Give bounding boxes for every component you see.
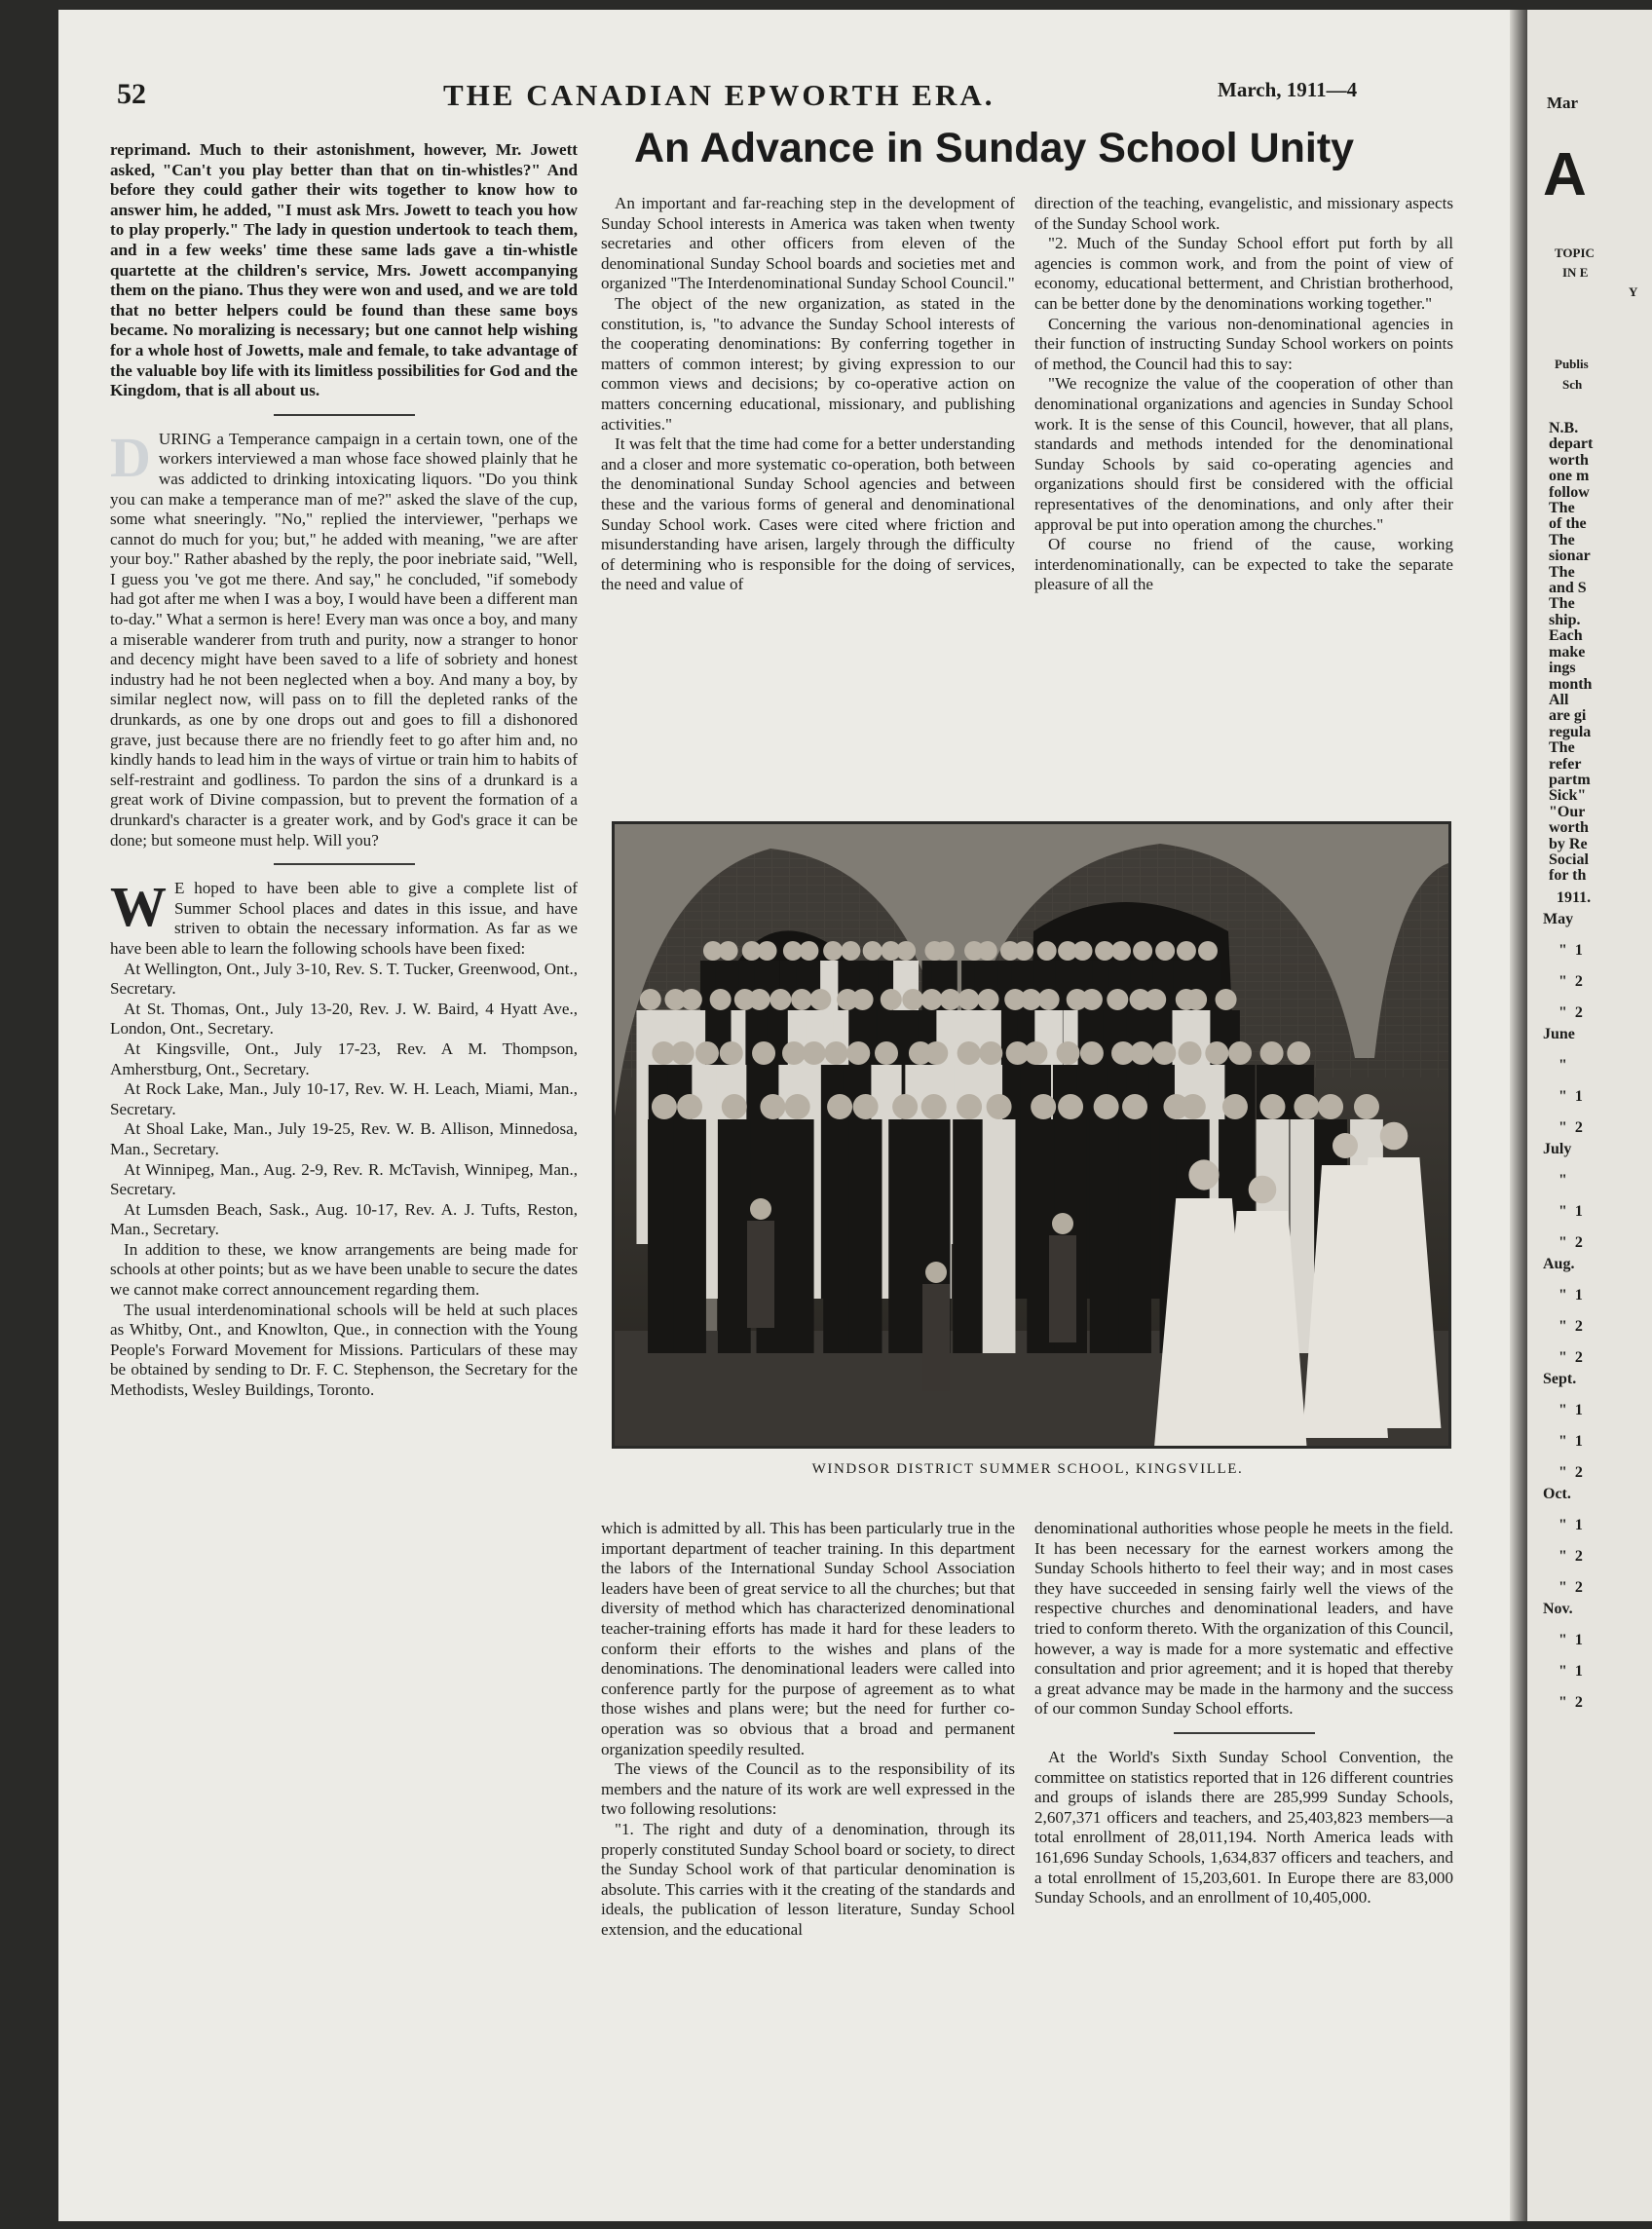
adjacent-date-mark: "	[1558, 1172, 1567, 1189]
adjacent-year: 1911.	[1557, 889, 1592, 906]
article-column-d	[1034, 1519, 1453, 1908]
figure-face	[896, 941, 916, 961]
adjacent-month-label: Aug.	[1543, 1256, 1575, 1272]
figure-face	[749, 989, 770, 1010]
adjacent-text: depart	[1549, 435, 1594, 453]
school-entry: At Kingsville, Ont., July 17-23, Rev. A M. Thompson, Amherstburg, Ont., Secretary.	[110, 1039, 578, 1078]
paragraph-text: hoped to have been able to give a complete list of Summer School places and dates in this issue, and have striven to obtain the necessary information. As far as we have been able to learn the following schools have been fixed:	[110, 879, 578, 958]
figure-face	[1249, 1176, 1277, 1204]
article-column-b	[1034, 194, 1453, 595]
figure-dark-suit	[953, 1119, 986, 1353]
adjacent-text: ings	[1549, 660, 1576, 677]
figure-face	[785, 1094, 810, 1119]
adjacent-text: The	[1549, 531, 1575, 548]
figure-face	[1181, 1094, 1206, 1119]
figure-face	[841, 941, 860, 961]
figure-dark-suit	[1118, 1119, 1151, 1353]
figure-face	[1333, 1133, 1358, 1158]
figure-face	[1318, 1094, 1343, 1119]
adjacent-date-mark: " 2	[1558, 1579, 1583, 1596]
paragraph: reprimand. Much to their astonishment, however, Mr. Jowett asked, "Can't you play better than that on tin-whistles?" And before they could gather their wits together to know how to answer him, he added, "I must ask Mrs. Jowett to teach you how to play properly." The lady in question undertook to teach them, and in a few weeks' time these same lads gave a tin-whistle quartette at the children's service, Mrs. Jowett accompanying them on the piano. Thus they were won and used, and we are told that no better helpers could be found than these same boys became. No moralizing is necessary; but one cannot help wishing for a whole host of Jowetts, male and female, to take advantage of the valuable boy life with its limitless possibilities for God and the Kingdom, that is all about us.	[110, 140, 578, 400]
adjacent-date-mark: " 1	[1558, 1517, 1583, 1533]
paragraph: It was felt that the time had come for a better understanding and a closer and more systematic co-operation, both between the denominational Sunday School agencies and between these and the various forms of general and denominational Sunday School work. Cases were cited where friction and misunderstanding have arisen, largely through the difficulty of determining who is responsible for the doing of services, the need and value of	[601, 434, 1015, 594]
adjacent-date-mark: " 2	[1558, 1349, 1583, 1366]
paragraph: The views of the Council as to the responsibility of its members and the nature of its work are well expressed in the two following resolutions:	[601, 1759, 1015, 1819]
paragraph: Of course no friend of the cause, working interdenominationally, can be expected to take the separate pleasure of all the	[1034, 535, 1453, 594]
paragraph: In addition to these, we know arrangements are being made for schools at other points; but as we have been unable to secure the dates we cannot make correct announcement regarding them.	[110, 1239, 578, 1300]
figure-face	[752, 1041, 775, 1065]
adjacent-text: The	[1549, 500, 1575, 517]
adjacent-month-label: June	[1543, 1026, 1575, 1042]
paragraph: "1. The right and duty of a denomination, through its properly constituted Sunday School board or society, to direct the Sunday School work of that particular denomination is absolute. This carries with it the creating of the standards and ideals, the publication of lesson literature, Sunday School extension, and the educational	[601, 1819, 1015, 1939]
adjacent-date-mark: " 2	[1558, 1318, 1583, 1335]
figure-face	[695, 1041, 719, 1065]
adjacent-date-mark: " 1	[1558, 1663, 1583, 1680]
figure-face	[677, 1094, 702, 1119]
figure-face	[760, 1094, 785, 1119]
figure-face	[852, 989, 874, 1010]
adjacent-date-mark: " 1	[1558, 1632, 1583, 1648]
figure-face	[1145, 989, 1166, 1010]
adjacent-text: Sch	[1562, 377, 1583, 392]
figure-face	[881, 989, 902, 1010]
figure-face	[803, 1041, 826, 1065]
figure-face	[1024, 1041, 1047, 1065]
group-photograph	[612, 821, 1451, 1449]
adjacent-text: N.B.	[1549, 420, 1579, 436]
figure-face	[1287, 1041, 1310, 1065]
figure-face	[978, 989, 999, 1010]
figure-face	[1080, 1041, 1104, 1065]
adjacent-text: sionar	[1549, 548, 1591, 565]
group-photo-image	[615, 824, 1448, 1446]
adjacent-text: and S	[1549, 580, 1587, 597]
figure-face	[921, 1094, 947, 1119]
adjacent-date-mark: " 1	[1558, 1088, 1583, 1105]
drop-cap: D	[110, 425, 151, 489]
figure-face	[1094, 1094, 1119, 1119]
adjacent-date-mark: " 1	[1558, 1287, 1583, 1303]
adjacent-text: regula	[1549, 723, 1592, 740]
figure-face	[1216, 989, 1237, 1010]
figure-face	[1057, 1041, 1080, 1065]
adjacent-date-mark: " 2	[1558, 1548, 1583, 1565]
paragraph-temperance	[110, 425, 578, 850]
left-column	[110, 140, 578, 1401]
figure-face	[924, 1041, 948, 1065]
adjacent-date-mark: " 2	[1558, 1694, 1583, 1711]
adjacent-text: The	[1549, 739, 1575, 757]
adjacent-text: of the	[1549, 515, 1587, 533]
figure-face	[640, 989, 661, 1010]
adjacent-text: follow	[1549, 483, 1590, 501]
figure-dark-suit	[673, 1119, 706, 1353]
figure-face	[1222, 1094, 1248, 1119]
paragraph: An important and far-reaching step in the development of Sunday School interests in America was taken when twenty secretaries and other officers from eleven of the denominational Sunday School boards and societies met and organized "The Interdenominational Sunday School Council."	[601, 194, 1015, 293]
figure-face	[1052, 1213, 1073, 1234]
article-headline: An Advance in Sunday School Unity	[634, 125, 1355, 171]
adjacent-header: Mar	[1547, 94, 1579, 112]
paragraph: "2. Much of the Sunday School effort put forth by all agencies is common work, and from the point of view of economy, educational betterment, and Christian brotherhood, can be better done by the denominations working together."	[1034, 234, 1453, 313]
section-divider	[274, 414, 415, 416]
paragraph-text: a Temperance campaign in a certain town, one of the workers interviewed a man whose face showed plainly that he was addicted to drinking intoxicating liquors. "Do you think you can make a temperance man of me?" asked the slave of the cup, some what sneeringly. "No," replied the interviewer, "perhaps we cannot do much for you; but," he added with meaning, "we are after your boy." Rather abashed by the reply, the poor inebriate said, "Well, I guess you 've got me there. And say," he concluded, "if somebody had got after me when I was a boy, I would have been a different man to-day." What a sermon is here! Every man was once a boy, and many a miserable wanderer from truth and purity, now a stranger to honor and decency might have been saved to a life of sobriety and honest industry had he not been neglected when a boy. And many a boy, by similar neglect now, will pass on to fill the depleted ranks of the drunkards, as one by one drops out and goes to fill a dishonored grave, just because there are no friendly feet to go after him and, no kindly hands to lead him in the ways of virtue or train him to habits of self-restraint and godliness. To pardon the sins of a drunkard is a great work of Divine compassion, but to prevent the formation of a drunkard's character is a greater work, and by God's grace it can be done; but someone must help. Will you?	[110, 429, 578, 850]
figure-face	[791, 989, 812, 1010]
figure-face	[979, 1041, 1002, 1065]
figure-dark-suit	[781, 1119, 814, 1353]
figure-face	[681, 989, 702, 1010]
figure-face	[957, 1041, 981, 1065]
figure-child	[922, 1284, 950, 1391]
adjacent-text: TOPIC	[1555, 246, 1595, 260]
figure-face	[758, 941, 777, 961]
figure-face	[1205, 1041, 1228, 1065]
adjacent-date-mark: " 2	[1558, 1234, 1583, 1251]
adjacent-calendar	[1543, 889, 1650, 1712]
figure-face	[1188, 1159, 1219, 1190]
figure-face	[987, 1094, 1012, 1119]
figure-face	[1198, 941, 1218, 961]
article-column-a	[601, 194, 1015, 595]
figure-dark-suit	[1090, 1119, 1123, 1353]
figure-face	[875, 1041, 898, 1065]
paragraph: The object of the new organization, as stated in the constitution, is, "to advance the Sunday School interests of the cooperating denominations: By conferring together in matters of common interest; by giving expression to our common views and decisions; by co-operative action on matters concerning educational, missionary, and publishing activities."	[601, 293, 1015, 434]
journal-title: THE CANADIAN EPWORTH ERA.	[443, 78, 995, 112]
figure-face	[824, 1041, 847, 1065]
figure-face	[720, 1041, 743, 1065]
figure-dark-suit	[849, 1119, 882, 1353]
figure-dark-suit	[718, 1119, 751, 1353]
figure-face	[799, 941, 818, 961]
adjacent-text: Social	[1549, 850, 1589, 868]
school-entry: At Shoal Lake, Man., July 19-25, Rev. W. B. Allison, Minnedosa, Man., Secretary.	[110, 1119, 578, 1158]
drop-cap: W	[110, 875, 167, 939]
figure-face	[925, 1262, 947, 1283]
adjacent-text: worth	[1549, 451, 1589, 469]
figure-face	[1111, 941, 1131, 961]
figure-face	[652, 1094, 677, 1119]
figure-face	[957, 989, 979, 1010]
paragraph: "We recognize the value of the cooperation of other than denominational organizations and agencies in Sunday School work. It is the sense of this Council, however, that all plans, standards and methods intended for the denominational Sunday Schools by said co-operating agencies and organizations should first be considered with the official representatives of the denominations, and only after their approval be put into operation among the churches."	[1034, 374, 1453, 534]
adjacent-page	[1527, 10, 1652, 2221]
figure-face	[1122, 1094, 1147, 1119]
figure-face	[770, 989, 791, 1010]
article-column-c	[601, 1519, 1015, 1940]
adjacent-date-mark: " 1	[1558, 1433, 1583, 1450]
adjacent-text: IN E	[1562, 265, 1589, 280]
figure-face	[846, 1041, 870, 1065]
adjacent-text: worth	[1549, 819, 1589, 837]
adjacent-date-mark: " 2	[1558, 973, 1583, 990]
adjacent-date-mark: " 1	[1558, 1402, 1583, 1418]
school-entry: At Lumsden Beach, Sask., Aug. 10-17, Rev. A. J. Tufts, Reston, Man., Secretary.	[110, 1199, 578, 1239]
paragraph-summer-schools	[110, 875, 578, 959]
figure-face	[1177, 941, 1196, 961]
adjacent-text: The	[1549, 563, 1575, 581]
figure-face	[827, 1094, 852, 1119]
page-number: 52	[117, 78, 146, 110]
figure-white-dress	[983, 1119, 1016, 1353]
figure-child	[1049, 1235, 1076, 1342]
figure-child	[747, 1221, 774, 1328]
adjacent-text: refer	[1549, 755, 1582, 773]
figure-face	[722, 1094, 747, 1119]
paragraph-statistics: At the World's Sixth Sunday School Convention, the committee on statistics reported that in 126 different countries and groups of islands there are 285,999 Sunday Schools, 2,607,371 officers and teachers, and 25,403,823 members—a total enrollment of 28,011,194. North America leads with 161,696 Sunday Schools, 1,634,837 officers and teachers, and a total enrollment of 15,203,601. In Europe there are 83,000 Sunday Schools, and an enrollment of 10,405,000.	[1034, 1747, 1453, 1908]
adjacent-column-lines	[1549, 421, 1593, 885]
adjacent-heading-letter: A	[1543, 141, 1587, 208]
figure-face	[1179, 1041, 1202, 1065]
paragraph: Concerning the various non-denominational agencies in their function of instructing Sunday School workers on points of method, the Council had this to say:	[1034, 314, 1453, 373]
figure-face	[1259, 1094, 1285, 1119]
small-caps: E	[174, 879, 185, 898]
figure-face	[921, 989, 943, 1010]
adjacent-text: Sick"	[1549, 787, 1587, 805]
figure-face	[719, 941, 738, 961]
adjacent-text: Y	[1629, 284, 1638, 299]
figure-face	[1228, 1041, 1252, 1065]
adjacent-text: make	[1549, 643, 1586, 661]
figure-face	[671, 1041, 695, 1065]
figure-face	[978, 941, 997, 961]
figure-face	[1081, 989, 1103, 1010]
figure-face	[1038, 989, 1060, 1010]
section-divider	[1174, 1732, 1315, 1734]
figure-face	[1037, 941, 1057, 961]
section-divider	[274, 863, 415, 865]
adjacent-date-mark: " 1	[1558, 1203, 1583, 1220]
school-entry: At Wellington, Ont., July 3-10, Rev. S. T. Tucker, Greenwood, Ont., Secretary.	[110, 959, 578, 999]
figure-face	[1155, 941, 1175, 961]
figure-face	[782, 1041, 806, 1065]
adjacent-text: Publis	[1555, 357, 1589, 371]
adjacent-month-label: Oct.	[1543, 1486, 1571, 1502]
adjacent-month-label: July	[1543, 1141, 1572, 1157]
figure-face	[823, 941, 843, 961]
adjacent-date-mark: "	[1558, 1057, 1567, 1074]
figure-face	[1014, 941, 1033, 961]
figure-face	[935, 941, 955, 961]
figure-face	[1073, 941, 1093, 961]
figure-face	[902, 989, 923, 1010]
adjacent-text: by Re	[1549, 835, 1588, 852]
figure-face	[1380, 1122, 1408, 1151]
figure-dark-suit	[888, 1119, 921, 1353]
school-entry: At Rock Lake, Man., July 10-17, Rev. W. H. Leach, Miami, Man., Secretary.	[110, 1079, 578, 1118]
figure-face	[809, 989, 831, 1010]
adjacent-text: ship.	[1549, 611, 1581, 628]
figure-face	[1031, 1094, 1056, 1119]
figure-face	[1354, 1094, 1379, 1119]
adjacent-text: partm	[1549, 771, 1591, 788]
figure-face	[1152, 1041, 1176, 1065]
adjacent-month-label: Nov.	[1543, 1601, 1573, 1617]
adjacent-text: are gi	[1549, 707, 1587, 725]
adjacent-date-mark: " 2	[1558, 1464, 1583, 1481]
adjacent-text: "Our	[1549, 803, 1586, 820]
adjacent-text: one m	[1549, 468, 1590, 485]
paragraph: which is admitted by all. This has been particularly true in the important department of teacher training. In this department the labors of the International Sunday School Association leaders have been of great service to all the churches; but that diversity of method which has characterized denominational teacher-training efforts has made it hard for these leaders to conform their efforts to the wishes and plans of the denominations. The denominational leaders were called into conference partly for the purpose of agreement as to what those wishes and plans were; but the need for further co-operation was so obvious that a broad and permanent organization speedily resulted.	[601, 1519, 1015, 1758]
adjacent-date-mark: " 2	[1558, 1004, 1583, 1021]
adjacent-date-mark: " 2	[1558, 1119, 1583, 1136]
figure-face	[1107, 989, 1128, 1010]
figure-face	[892, 1094, 918, 1119]
figure-face	[863, 941, 882, 961]
adjacent-text: The	[1549, 595, 1575, 613]
paragraph: direction of the teaching, evangelistic, and missionary aspects of the Sunday School work.	[1034, 194, 1453, 233]
school-entry: At Winnipeg, Man., Aug. 2-9, Rev. R. McTavish, Winnipeg, Man., Secretary.	[110, 1159, 578, 1199]
small-caps: URING	[158, 429, 212, 448]
figure-face	[853, 1094, 879, 1119]
adjacent-month-label: May	[1543, 911, 1574, 927]
photo-caption: WINDSOR DISTRICT SUMMER SCHOOL, KINGSVILLE.	[811, 1461, 1244, 1477]
figure-face	[1260, 1041, 1284, 1065]
figure-face	[957, 1094, 982, 1119]
figure-face	[750, 1198, 771, 1220]
figure-face	[1294, 1094, 1319, 1119]
figure-face	[1058, 1094, 1083, 1119]
figure-face	[1133, 941, 1152, 961]
figure-face	[1130, 1041, 1153, 1065]
figure-face	[710, 989, 732, 1010]
adjacent-date-mark: " 1	[1558, 942, 1583, 959]
adjacent-text: All	[1549, 691, 1569, 708]
adjacent-text: Each	[1549, 627, 1583, 645]
paragraph: denominational authorities whose people he meets in the field. It has been necessary for the earnest workers among the Sunday Schools hitherto to feel their way; and in most cases they have succeeded in sensing fairly well the views of the respective churches and denominational leaders, and have tried to conform thereto. With the organization of this Council, however, a way is made for a more systematic and effective consultation and prior agreement; and it is hoped that thereby a great advance may be made in the harmony and the success of our common Sunday School efforts.	[1034, 1519, 1453, 1719]
adjacent-text: for th	[1549, 867, 1587, 885]
issue-date: March, 1911—4	[1218, 78, 1358, 101]
paragraph: The usual interdenominational schools will be held at such places as Whitby, Ont., and Knowlton, Que., in connection with the Young People's Forward Movement for Missions. Particulars of these may be obtained by sending to Dr. F. C. Stephenson, the Secretary for the Methodists, Wesley Buildings, Toronto.	[110, 1300, 578, 1400]
adjacent-month-label: Sept.	[1543, 1371, 1577, 1387]
figure-face	[1185, 989, 1207, 1010]
adjacent-text: month	[1549, 675, 1593, 693]
school-entry: At St. Thomas, Ont., July 13-20, Rev. J. W. Baird, 4 Hyatt Ave., London, Ont., Secretary.	[110, 999, 578, 1039]
